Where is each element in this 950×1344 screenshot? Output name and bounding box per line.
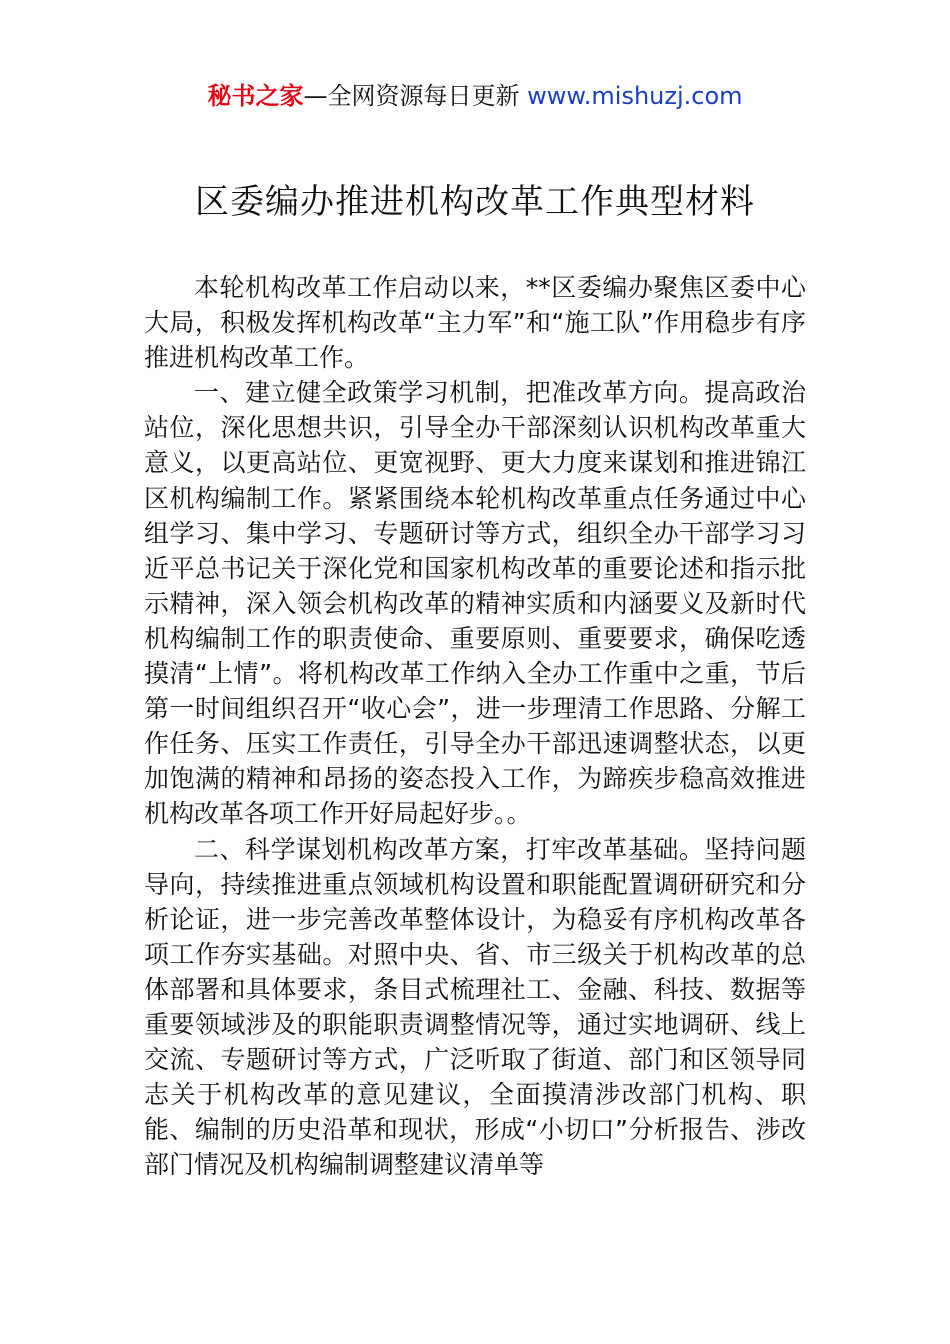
site-brand: 秘书之家: [207, 82, 304, 110]
site-header: [0, 80, 950, 112]
site-slogan: —全网资源每日更新: [303, 82, 520, 110]
paragraph-section-2: 二、科学谋划机构改革方案，打牢改革基础。坚持问题导向，持续推进重点领域机构设置和职能配置调研研究和分析论证，进一步完善改革整体设计，为稳妥有序机构改革各项工作夯实基础。对照中央、省、市三级关于机构改革的总体部署和具体要求，条目式梳理社工、金融、科技、数据等重要领域涉及的职能职责调整情况等，通过实地调研、线上交流、专题研讨等方式，广泛听取了街道、部门和区领导同志关于机构改革的意见建议，全面摸清涉改部门机构、职能、编制的历史沿革和现状，形成“小切口”分析报告、涉改部门情况及机构编制调整建议清单等: [144, 834, 806, 1180]
document-title: 区委编办推进机构改革工作典型材料: [195, 182, 755, 222]
site-url[interactable]: www.mishuzj.com: [527, 82, 743, 110]
document-body: [144, 270, 806, 1182]
paragraph-intro: 本轮机构改革工作启动以来，**区委编办聚焦区委中心大局，积极发挥机构改革“主力军”和“施工队”作用稳步有序推进机构改革工作。: [144, 273, 806, 373]
paragraph-section-1: 一、建立健全政策学习机制，把准改革方向。提高政治站位，深化思想共识，引导全办干部深刻认识机构改革重大意义，以更高站位、更宽视野、更大力度来谋划和推进锦江区机构编制工作。紧紧围绕本轮机构改革重点任务通过中心组学习、集中学习、专题研讨等方式，组织全办干部学习习近平总书记关于深化党和国家机构改革的重要论述和指示批示精神，深入领会机构改革的精神实质和内涵要义及新时代机构编制工作的职责使命、重要原则、重要要求，确保吃透摸清“上情”。将机构改革工作纳入全办工作重中之重，节后第一时间组织召开“收心会”，进一步理清工作思路、分解工作任务、压实工作责任，引导全办干部迅速调整状态，以更加饱满的精神和昂扬的姿态投入工作，为蹄疾步稳高效推进机构改革各项工作开好局起好步。。: [144, 378, 806, 829]
